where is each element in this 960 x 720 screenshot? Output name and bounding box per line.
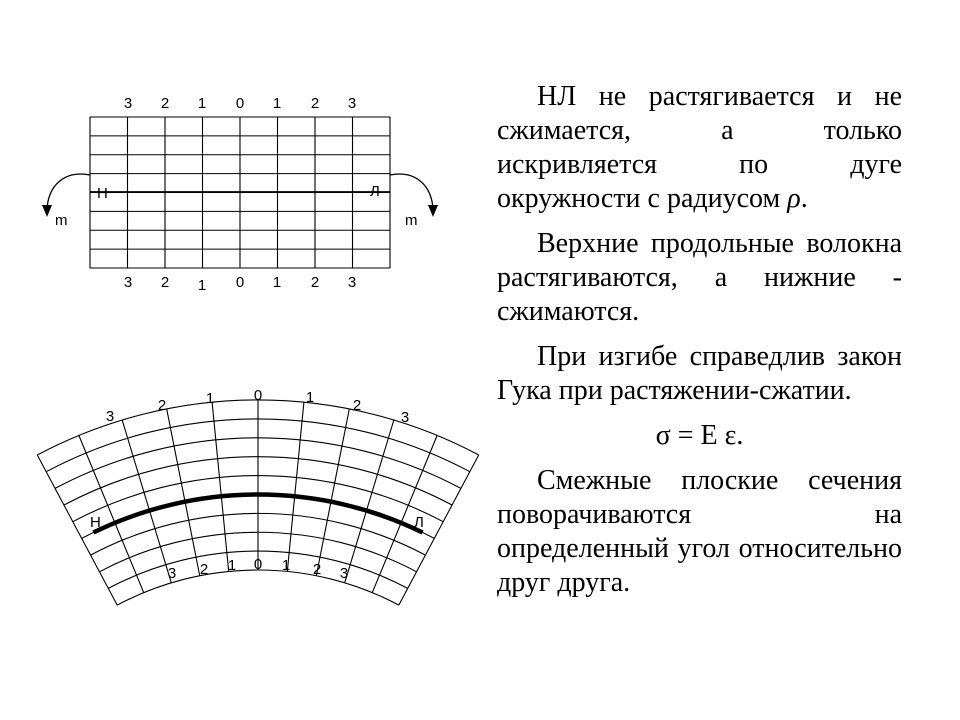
section-label-bottom: 1 [197,277,207,294]
section-label-bottom: 2 [310,274,320,291]
paragraph-hooke-law: При изгибе справедлив закон Гука при растяжении-сжатии. [497,341,902,406]
bent-beam-grid [37,400,478,605]
neutral-label-left: Н [97,185,108,202]
section-label-top-bent: 0 [253,387,263,404]
grid-radial-line [287,402,304,571]
neutral-label-right-bent: Л [414,514,424,531]
section-label-bottom-bent: 2 [312,561,322,578]
hooke-formula: σ = E ε. [655,420,744,451]
section-label-top-bent: 2 [352,397,362,414]
section-labels-top-undeformed [124,95,356,112]
section-label-bottom: 0 [235,274,245,291]
section-label-bottom: 3 [123,274,133,291]
section-label-top-bent: 1 [205,390,215,407]
section-label-bottom: 2 [160,274,170,291]
section-label-bottom: 1 [272,274,282,291]
moment-label-left: m [55,212,68,229]
grid-radial-line [212,402,229,571]
grid-arc-line [117,570,399,605]
section-label-bottom-bent: 2 [199,561,209,578]
section-label-top: 2 [160,95,170,112]
paragraph-neutral-line-text: НЛ не растягивается и не сжимается, а только искривляется по дуге окружности с радиусом [497,81,902,214]
section-labels-bottom-undeformed [124,274,356,294]
section-label-top: 2 [310,95,320,112]
paragraph-neutral-line [497,80,902,216]
section-label-top-bent: 3 [400,409,410,426]
section-label-top: 3 [347,95,357,112]
section-label-top: 1 [197,95,207,112]
section-label-bottom-bent: 3 [167,565,177,582]
explanation-text [497,80,902,611]
section-labels-bottom-bent [168,556,348,582]
section-label-top-bent: 3 [105,408,115,425]
grid-radial-line [316,409,349,576]
moment-arrowhead-right [428,205,438,217]
moment-arrow-left [47,174,90,210]
moment-label-right: m [405,212,418,229]
section-label-top: 3 [123,95,133,112]
paragraph-fibers: Верхние продольные волокна растягиваются, а нижние - сжимаются. [497,228,902,327]
section-label-top-bent: 1 [305,389,315,406]
neutral-label-right: Л [370,183,380,200]
grid-radial-line [167,409,200,576]
paragraph-sections-rotate: Смежные плоские сечения поворачиваются на определенный угол относительно друг друга. [497,465,902,598]
section-label-top-bent: 2 [157,397,167,414]
neutral-label-left-bent: Н [90,514,101,531]
section-label-bottom-bent: 1 [227,557,237,574]
section-label-top: 0 [235,95,245,112]
section-label-bottom: 3 [347,274,357,291]
moment-arrow-right [390,174,433,210]
section-label-bottom-bent: 3 [339,565,349,582]
section-label-top: 1 [272,95,282,112]
section-label-bottom-bent: 0 [253,556,263,573]
paragraph-neutral-line-end: . [800,183,808,214]
moment-arrowhead-left [42,205,52,217]
section-label-bottom-bent: 1 [281,557,291,574]
radius-symbol: ρ [787,183,801,214]
